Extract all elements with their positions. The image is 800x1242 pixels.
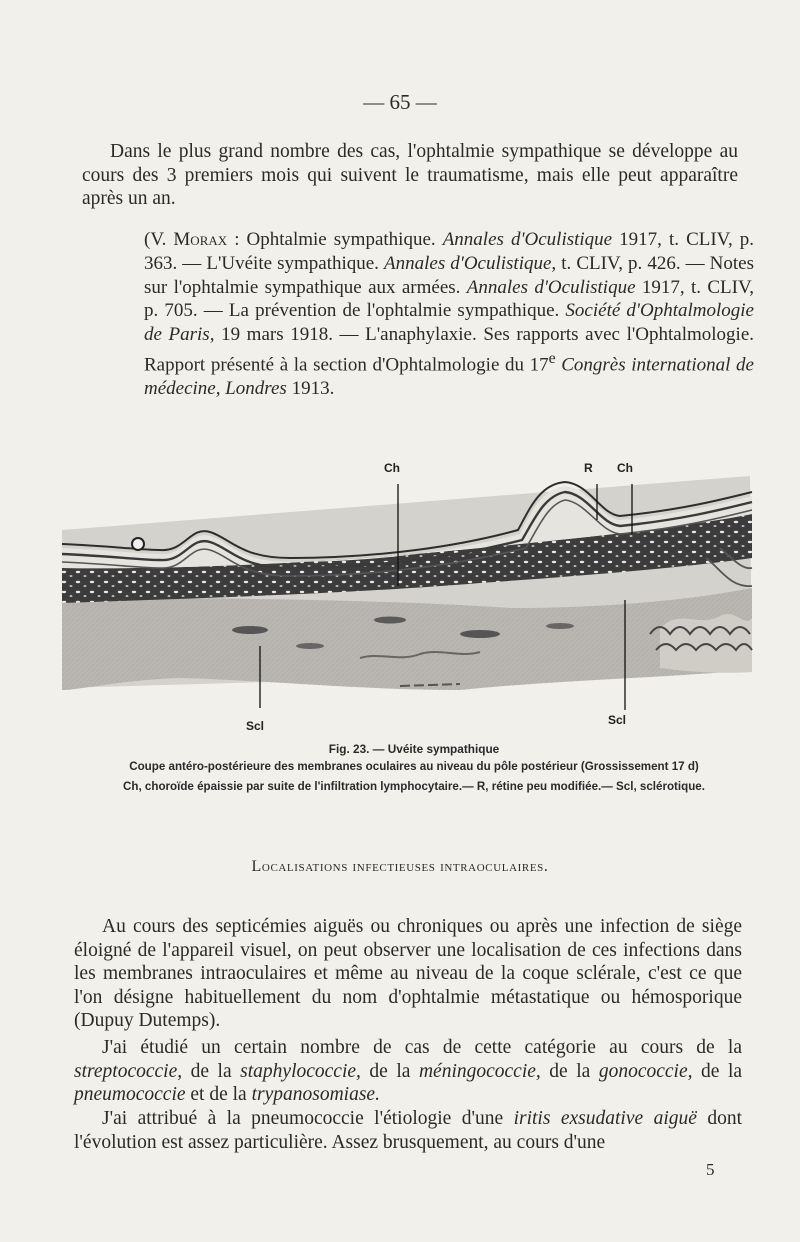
label-scl-right: Scl <box>608 713 627 727</box>
body-paragraph-1: Au cours des septicémies aiguës ou chroniques ou après une infection de siège éloigné de l'appareil visuel, on peut observer une localisation de ces infections dans les membranes intraoculaires et même au niveau de la coque sclérale, c'est ce que l'on désigne habituellement du nom d'ophtalmie métastatique ou hémosporique (Dupuy Dutemps). <box>74 916 742 1031</box>
label-scl-left: Scl <box>246 719 265 733</box>
page-number: — 65 — <box>363 90 437 114</box>
signature-mark: 5 <box>706 1160 715 1179</box>
journal-title: Congrès international de médecine, Londres <box>144 354 754 400</box>
figure-caption-line1: Coupe antéro-postérieure des membranes oculaires au niveau du pôle postérieur (Grossissement 17 d) <box>129 760 699 773</box>
author-name: Morax <box>173 229 228 250</box>
figure-uveite-section <box>60 458 754 740</box>
histology-illustration <box>60 458 754 740</box>
label-ch-right: Ch <box>617 461 633 475</box>
body-paragraph-2: J'ai étudié un certain nombre de cas de cette catégorie au cours de la streptococcie, de la staphylococcie, de la méningococcie, de la gonococcie, de la pneumococcie et de la trypanosomiase. <box>74 1037 743 1105</box>
label-ch-left: Ch <box>384 461 400 475</box>
figure-caption-title: Fig. 23. — Uvéite sympathique <box>328 742 500 756</box>
reference-block: (V. Morax : Ophtalmie sympathique. Annales d'Oculistique 1917, t. CLIV, p. 363. — L'Uvéite sympathique. Annales d'Oculistique, t. CLIV, p. 426. — Notes sur l'ophtalmie sympathique aux armées. Annales d'Oculistique 1917, t. CLIV, p. 705. — La prévention de l'ophtalmie sympathique. Société d'Ophtalmologie de Paris, 19 mars 1918. — L'anaphylaxie. Ses rapports avec l'Ophtalmologie. Rapport présenté à la section d'Ophtalmologie du 17e Congrès international de médecine, Londres 1913. <box>144 229 755 400</box>
body-paragraph-3: J'ai attribué à la pneumococcie l'étiologie d'une iritis exsudative aiguë dont l'évolution est assez particulière. Assez brusquement, au cours d'une <box>74 1108 742 1153</box>
journal-title: Annales d'Oculistique, <box>384 252 557 274</box>
journal-title: Annales d'Oculistique <box>442 229 613 250</box>
figure-caption-line2: Ch, choroïde épaissie par suite de l'infiltration lymphocytaire.— R, rétine peu modifiée.— Scl, sclérotique. <box>123 780 705 793</box>
section-title: Localisations infectieuses intraoculaires. <box>251 858 549 875</box>
label-r: R <box>584 461 593 475</box>
journal-title: Annales d'Oculistique <box>466 276 636 298</box>
intro-paragraph: Dans le plus grand nombre des cas, l'ophtalmie sympathique se développe au cours des 3 premiers mois qui suivent le traumatisme, mais elle peut apparaître après un an. <box>82 141 738 209</box>
journal-title: Société d'Ophtalmologie de Paris, <box>144 300 754 346</box>
